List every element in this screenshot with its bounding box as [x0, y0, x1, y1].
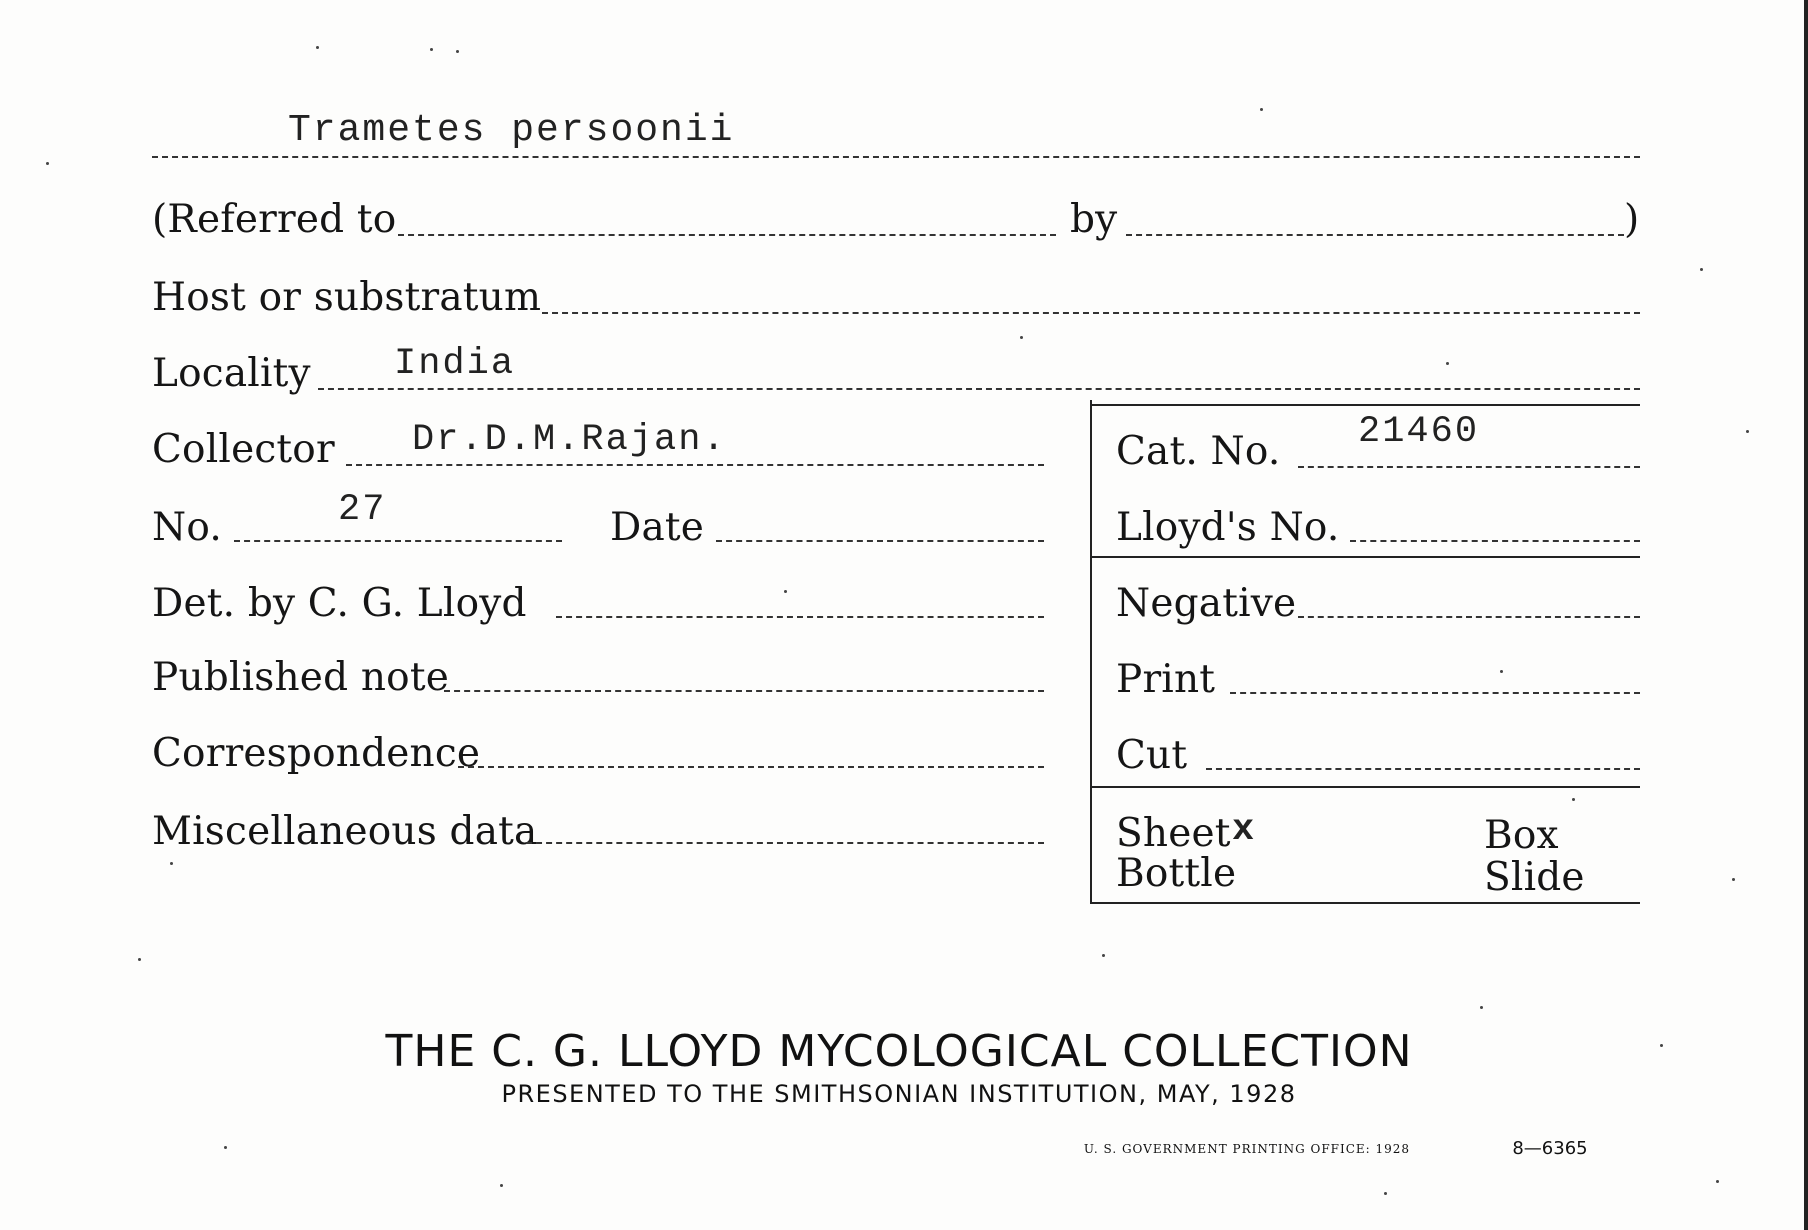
cat-no-value: 21460: [1358, 411, 1480, 453]
speck: [1500, 670, 1503, 673]
form-number: 8—6365: [1512, 1138, 1588, 1159]
by-label: by: [1070, 197, 1118, 242]
speck: [316, 46, 319, 49]
locality-line[interactable]: [318, 388, 1640, 390]
host-label: Host or substratum: [152, 275, 542, 320]
speck: [430, 48, 433, 51]
speck: [1746, 430, 1749, 433]
speck: [1700, 268, 1703, 271]
collector-line[interactable]: [346, 464, 1044, 466]
det-by-label: Det. by C. G. Lloyd: [152, 581, 527, 626]
no-line[interactable]: [234, 540, 562, 542]
speck: [224, 1146, 227, 1149]
speck: [1020, 336, 1023, 339]
box-bottom-border: [1090, 902, 1640, 904]
box-top-border: [1090, 404, 1640, 406]
printer-imprint: U. S. GOVERNMENT PRINTING OFFICE: 1928: [1083, 1142, 1411, 1156]
host-line[interactable]: [542, 312, 1640, 314]
collector-label: Collector: [152, 427, 335, 472]
sheet-label: Sheet: [1116, 811, 1231, 856]
speck: [1572, 798, 1575, 801]
bottle-label: Bottle: [1116, 851, 1237, 896]
speck: [1660, 1044, 1663, 1047]
referred-to-line[interactable]: [398, 234, 1056, 236]
misc-data-line[interactable]: [526, 842, 1044, 844]
speck: [1480, 1006, 1483, 1009]
speck: [1260, 108, 1263, 111]
det-by-line[interactable]: [556, 616, 1044, 618]
speck: [1446, 362, 1449, 365]
collector-value: Dr.D.M.Rajan.: [412, 419, 727, 461]
speck: [1732, 878, 1735, 881]
speck: [170, 862, 173, 865]
speck: [500, 1184, 503, 1187]
negative-line[interactable]: [1298, 616, 1640, 618]
close-paren: ): [1624, 197, 1640, 242]
lloyds-no-line[interactable]: [1350, 540, 1640, 542]
cut-label: Cut: [1116, 733, 1188, 778]
cat-no-label: Cat. No.: [1116, 429, 1281, 474]
speck: [46, 162, 49, 165]
by-line[interactable]: [1126, 234, 1624, 236]
cut-line[interactable]: [1206, 768, 1640, 770]
correspondence-line[interactable]: [458, 766, 1044, 768]
box-divider-1: [1090, 556, 1640, 558]
box-left-border: [1090, 400, 1092, 902]
slide-label: Slide: [1484, 855, 1585, 900]
speck: [1102, 954, 1105, 957]
species-line: [152, 156, 1640, 158]
cat-no-line[interactable]: [1298, 466, 1640, 468]
sheet-mark: x: [1232, 809, 1257, 851]
collection-subtitle: PRESENTED TO THE SMITHSONIAN INSTITUTION, MAY, 1928: [501, 1080, 1297, 1108]
speck: [784, 590, 787, 593]
species-name: Trametes persoonii: [288, 109, 735, 152]
collection-title: THE C. G. LLOYD MYCOLOGICAL COLLECTION: [385, 1026, 1413, 1077]
negative-label: Negative: [1116, 581, 1297, 626]
misc-data-label: Miscellaneous data: [152, 809, 538, 854]
speck: [456, 50, 459, 53]
scan-edge: [1804, 0, 1808, 1230]
print-label: Print: [1116, 657, 1216, 702]
no-value: 27: [338, 489, 387, 531]
speck: [1716, 1180, 1719, 1183]
correspondence-label: Correspondence: [152, 731, 481, 776]
box-label: Box: [1484, 813, 1559, 858]
print-line[interactable]: [1230, 692, 1640, 694]
date-label: Date: [610, 505, 705, 550]
referred-to-label: (Referred to: [152, 197, 397, 242]
lloyds-no-label: Lloyd's No.: [1116, 505, 1340, 550]
published-note-label: Published note: [152, 655, 449, 700]
date-line[interactable]: [716, 540, 1044, 542]
speck: [138, 958, 141, 961]
box-divider-2: [1090, 786, 1640, 788]
no-label: No.: [152, 505, 222, 550]
locality-value: India: [394, 343, 516, 385]
speck: [1384, 1192, 1387, 1195]
published-note-line[interactable]: [444, 690, 1044, 692]
locality-label: Locality: [152, 351, 311, 396]
